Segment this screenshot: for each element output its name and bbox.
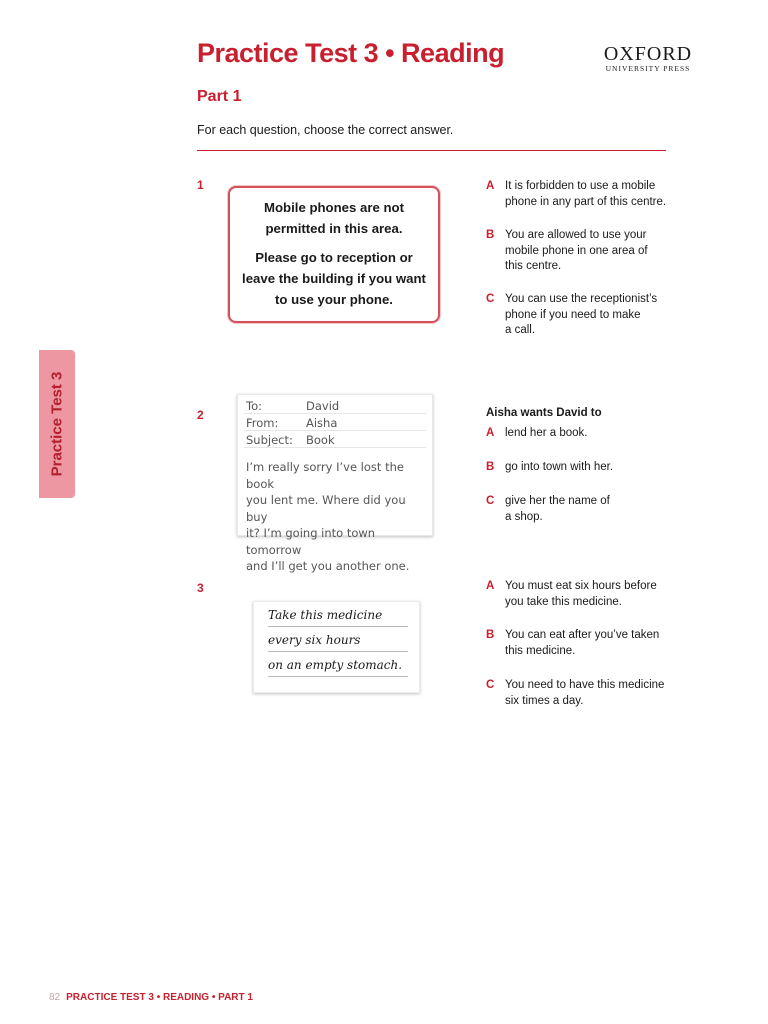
- sign-line: to use your phone.: [275, 292, 393, 307]
- option-line: phone if you need to make: [505, 308, 641, 321]
- answer-option-b[interactable]: [486, 628, 659, 659]
- answer-option-a[interactable]: [486, 579, 657, 610]
- option-line: a call.: [505, 324, 536, 336]
- logo-sub-text: UNIVERSITY PRESS: [605, 64, 691, 73]
- option-letter: C: [486, 679, 495, 691]
- side-tab-label: Practice Test 3: [48, 371, 66, 477]
- page-title: Practice Test 3 • Reading: [197, 38, 505, 68]
- label-line: Take this medicine: [268, 608, 408, 627]
- side-tab: [39, 350, 75, 498]
- question-number: 3: [197, 581, 204, 595]
- option-line: you take this medicine.: [505, 595, 622, 608]
- option-line: lend her a book.: [505, 427, 588, 439]
- label-line: on an empty stomach.: [268, 658, 408, 677]
- option-letter: B: [486, 629, 495, 641]
- label-line: every six hours: [268, 633, 408, 652]
- answer-option-a[interactable]: [486, 179, 666, 210]
- email-body-line: and I’ll get you another one.: [246, 559, 410, 573]
- medicine-label: [253, 601, 420, 693]
- option-line: You must eat six hours before: [505, 580, 657, 592]
- answer-option-a[interactable]: [486, 426, 587, 442]
- option-line: a shop.: [505, 510, 543, 523]
- question-number: 2: [197, 408, 204, 422]
- option-letter: C: [486, 495, 495, 507]
- option-letter: A: [486, 427, 495, 439]
- option-letter: B: [486, 461, 495, 473]
- option-line: this medicine.: [505, 644, 576, 657]
- part-heading: Part 1: [197, 88, 242, 105]
- sign-line: permitted in this area.: [265, 221, 403, 236]
- email-subject-row: [244, 432, 426, 448]
- option-letter: B: [486, 229, 495, 241]
- email-message: [237, 394, 433, 573]
- answer-option-c[interactable]: [486, 678, 664, 709]
- header-divider: [197, 150, 666, 151]
- email-from-row: [244, 415, 426, 431]
- page-footer: [49, 992, 253, 1003]
- footer-text: PRACTICE TEST 3 • READING • PART 1: [66, 992, 253, 1003]
- instruction-text: For each question, choose the correct answer.: [197, 123, 454, 137]
- answer-option-b[interactable]: [486, 228, 648, 275]
- email-subject-value: Book: [306, 433, 335, 447]
- option-line: go into town with her.: [505, 461, 614, 473]
- logo-main-text: OXFORD: [603, 43, 693, 65]
- email-from-value: Aisha: [306, 416, 338, 430]
- option-line: give her the name of: [505, 495, 610, 507]
- sign-line: leave the building if you want: [242, 271, 426, 286]
- answer-option-b[interactable]: [486, 460, 613, 476]
- email-body-line: it? I’m going into town tomorrow: [246, 526, 376, 557]
- option-letter: A: [486, 580, 495, 592]
- email-to-row: [244, 398, 426, 414]
- option-line: You can use the receptionist’s: [505, 293, 658, 305]
- question-number: 1: [197, 178, 204, 192]
- option-line: It is forbidden to use a mobile: [505, 180, 656, 192]
- email-to-label: To:: [246, 399, 262, 413]
- option-line: You are allowed to use your: [505, 229, 647, 241]
- sign-line: Please go to reception or: [255, 250, 413, 265]
- option-line: You can eat after you’ve taken: [505, 629, 660, 641]
- option-line: mobile phone in one area of: [505, 244, 648, 257]
- answer-option-c[interactable]: [486, 494, 610, 525]
- option-letter: A: [486, 180, 495, 192]
- answer-option-c[interactable]: [486, 292, 657, 339]
- option-line: this centre.: [505, 260, 562, 272]
- oxford-logo: [598, 44, 698, 73]
- option-line: six times a day.: [505, 694, 584, 707]
- email-body-line: I’m really sorry I’ve lost the book: [246, 460, 404, 491]
- option-letter: C: [486, 293, 495, 305]
- option-line: phone in any part of this centre.: [505, 195, 667, 208]
- notice-sign: [228, 186, 440, 323]
- email-body: [246, 459, 428, 575]
- page-number: 82: [49, 992, 61, 1003]
- email-subject-label: Subject:: [246, 433, 293, 447]
- question-stem: Aisha wants David to: [486, 407, 602, 419]
- email-from-label: From:: [246, 416, 279, 430]
- email-body-line: you lent me. Where did you buy: [246, 493, 406, 524]
- option-line: You need to have this medicine: [505, 679, 665, 691]
- sign-line: Mobile phones are not: [264, 200, 404, 215]
- email-to-value: David: [306, 399, 340, 413]
